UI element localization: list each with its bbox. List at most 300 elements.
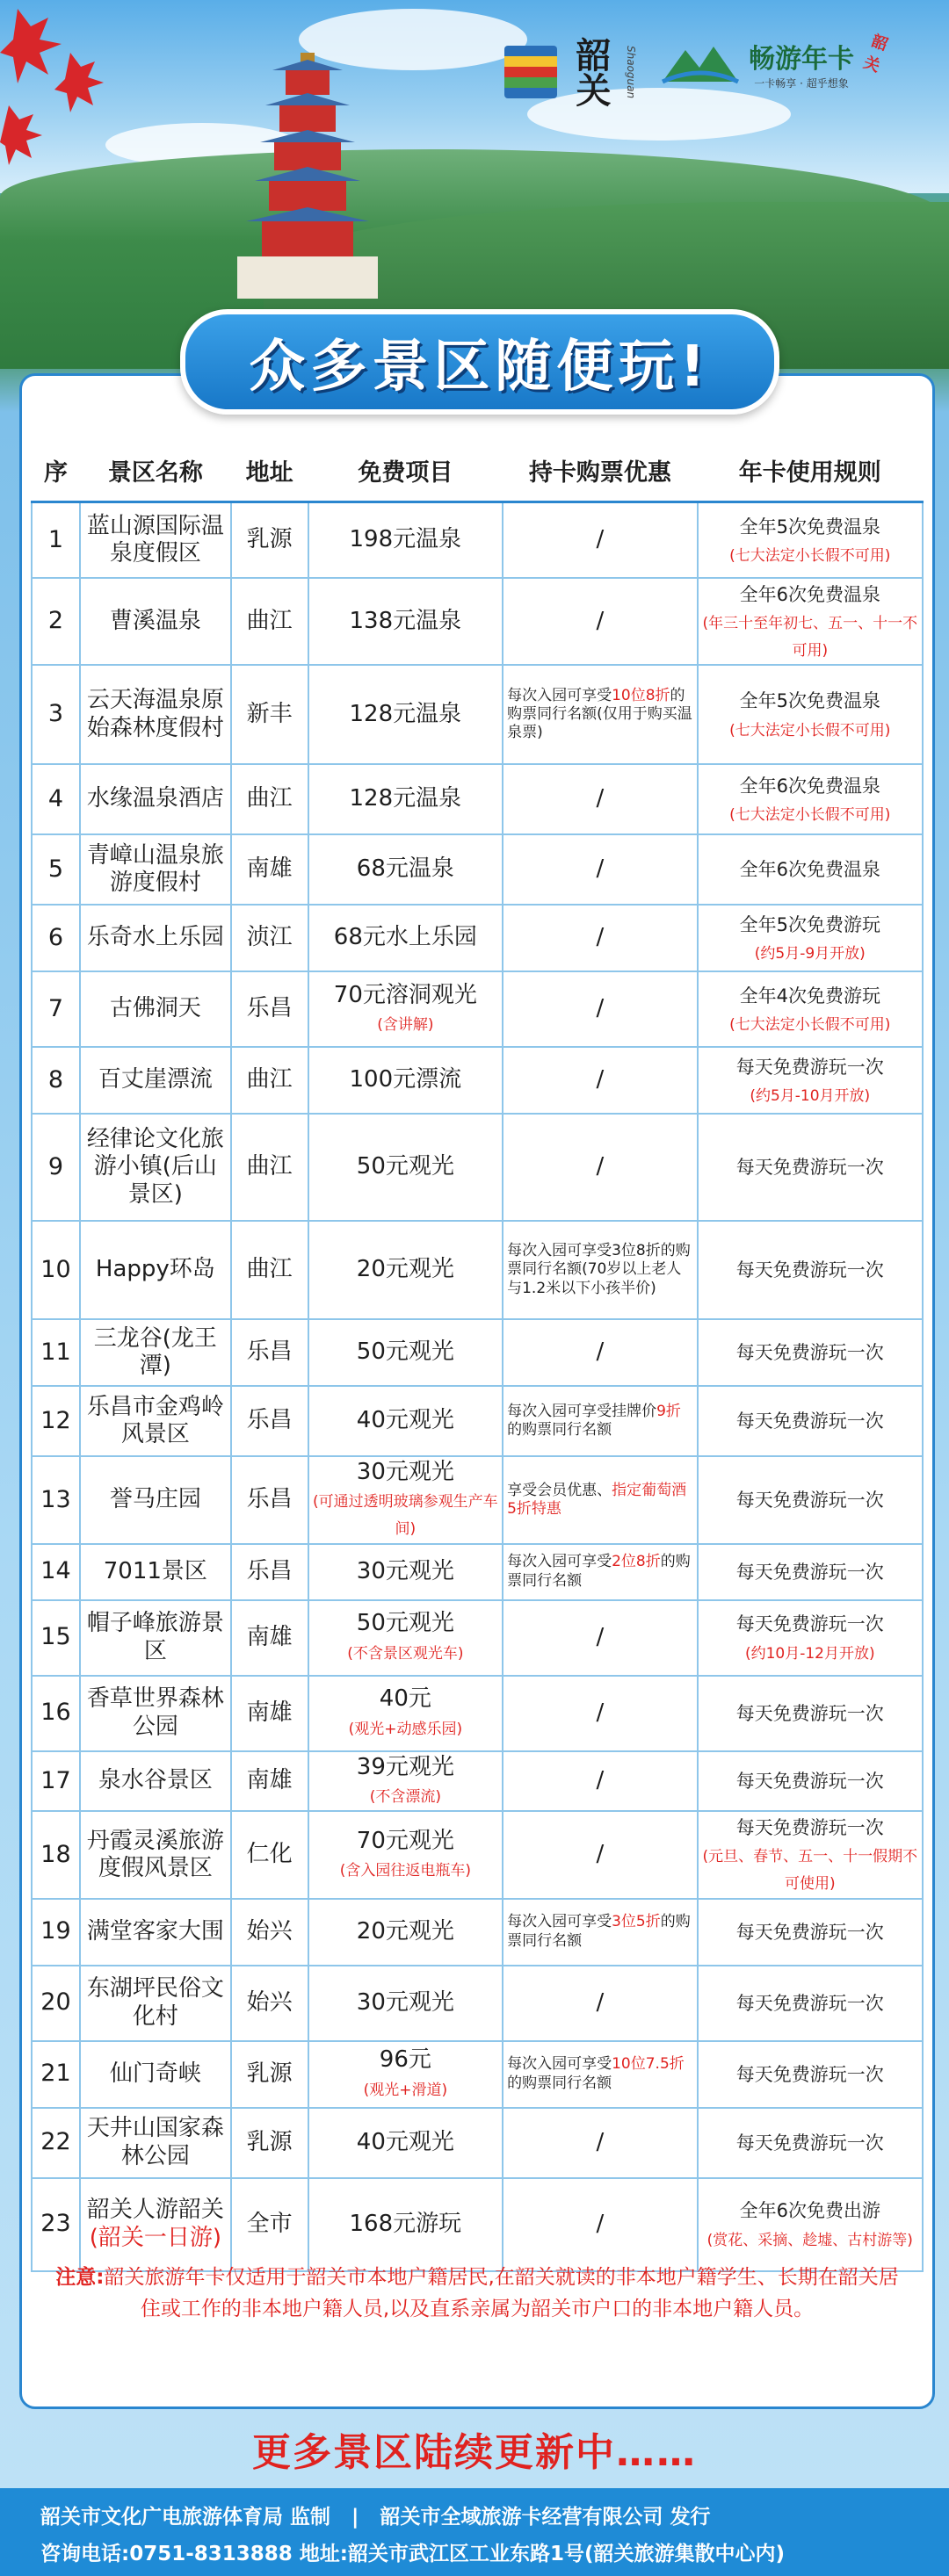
address-cell (231, 1544, 308, 1600)
discount-cell (503, 665, 697, 764)
table-row (32, 2178, 923, 2271)
attraction-address: 南雄 (246, 1624, 293, 1651)
attractions-table (31, 439, 924, 2272)
seq-cell (32, 1544, 80, 1600)
rule-text: 每天免费游玩一次 (735, 1056, 884, 1078)
address-cell (231, 2108, 308, 2178)
free-cell (308, 1751, 503, 1811)
free-item: 138元温泉 (349, 607, 462, 634)
attraction-name: 满堂客家大围 (86, 1917, 224, 1945)
rule-note: (七大法定小长假不可用) (729, 721, 891, 740)
row-seq: 20 (40, 1988, 71, 2017)
column-header: 年卡使用规则 (698, 439, 923, 502)
attraction-address: 南雄 (246, 855, 293, 883)
row-seq: 3 (47, 700, 64, 728)
discount-cell (503, 2178, 697, 2271)
rule-cell (698, 578, 923, 666)
discount-cell (503, 1899, 697, 1966)
discount-highlight: 9折 (656, 1402, 681, 1420)
attraction-name: 丹霞灵溪旅游度假风景区 (86, 1827, 224, 1881)
free-item: 128元温泉 (349, 700, 462, 727)
free-cell (308, 971, 503, 1047)
table-row (32, 834, 923, 905)
attraction-address: 曲江 (246, 1256, 293, 1283)
card-name: 畅游年卡 (749, 44, 854, 75)
rule-text: 每天免费游玩一次 (735, 1342, 884, 1364)
table-row (32, 665, 923, 764)
discount-cell (503, 1386, 697, 1456)
discount-cell (503, 2041, 697, 2108)
rule-cell (698, 1114, 923, 1221)
attraction-address: 始兴 (246, 1988, 293, 2016)
rule-text: 每天免费游玩一次 (735, 2132, 884, 2154)
discount-text: 每次入园可享受 (507, 686, 612, 704)
row-seq: 4 (47, 784, 64, 812)
free-cell (308, 1899, 503, 1966)
rule-cell (698, 1319, 923, 1386)
address-cell (231, 1899, 308, 1966)
free-item: 68元水上乐园 (333, 924, 477, 951)
discount-text: / (596, 2128, 605, 2155)
rule-text: 全年5次免费温泉 (739, 516, 880, 538)
name-cell (80, 1751, 231, 1811)
free-item: 40元观光 (356, 1407, 454, 1434)
discount-highlight: 2位8折 (612, 1553, 661, 1571)
rule-note: (约5月-9月开放) (754, 945, 866, 963)
seq-cell (32, 1676, 80, 1751)
attraction-address: 乐昌 (246, 1339, 293, 1366)
row-seq: 18 (40, 1840, 71, 1868)
discount-text: 享受会员优惠、 (507, 1481, 612, 1499)
attraction-address: 乳源 (246, 2060, 293, 2087)
rule-cell (698, 1811, 923, 1899)
address-cell (231, 1676, 308, 1751)
table-row (32, 971, 923, 1047)
address-cell (231, 1751, 308, 1811)
name-cell (80, 1600, 231, 1676)
table-row (32, 1676, 923, 1751)
discount-cell (503, 1811, 697, 1899)
name-cell (80, 2108, 231, 2178)
table-row (32, 1319, 923, 1386)
attraction-name: 云天海温泉原始森林度假村 (86, 687, 224, 741)
address-cell (231, 665, 308, 764)
name-cell (80, 1811, 231, 1899)
table-row (32, 1047, 923, 1114)
attraction-name: 三龙谷(龙王潭) (93, 1324, 217, 1380)
row-seq: 1 (47, 525, 64, 553)
rule-cell (698, 2041, 923, 2108)
discount-text: / (596, 1066, 605, 1093)
annual-card-logo (661, 32, 890, 90)
seq-cell (32, 1319, 80, 1386)
free-cell (308, 834, 503, 905)
discount-cell (503, 764, 697, 834)
discount-highlight: 10位8折 (612, 686, 670, 704)
row-seq: 8 (47, 1065, 64, 1093)
table-row (32, 1966, 923, 2041)
column-header: 免费项目 (308, 439, 503, 502)
discount-cell (503, 1751, 697, 1811)
attraction-name: 古佛洞天 (109, 995, 201, 1022)
discount-text: / (596, 526, 605, 553)
name-cell (80, 1966, 231, 2041)
attraction-name: Happy环岛 (95, 1256, 215, 1283)
discount-text: 每次入园可享受 (507, 1553, 612, 1571)
discount-text: / (596, 785, 605, 812)
attraction-name: 水缘温泉酒店 (86, 785, 224, 812)
free-cell (308, 1811, 503, 1899)
rule-cell (698, 764, 923, 834)
free-cell (308, 1047, 503, 1114)
attraction-address: 南雄 (246, 1699, 293, 1727)
rule-text: 每天免费游玩一次 (735, 1490, 884, 1512)
discount-text: / (596, 1624, 605, 1651)
seq-cell (32, 1456, 80, 1544)
row-seq: 13 (40, 1485, 71, 1513)
free-item-note: (不含景区观光车) (347, 1644, 464, 1663)
row-seq: 21 (40, 2060, 71, 2088)
name-cell (80, 2041, 231, 2108)
seq-cell (32, 1751, 80, 1811)
address-cell (231, 971, 308, 1047)
discount-cell (503, 905, 697, 971)
rule-text: 全年6次免费温泉 (739, 583, 880, 605)
free-cell (308, 665, 503, 764)
footer-issuer: 韶关市全域旅游卡经营有限公司 发行 (380, 2506, 711, 2529)
seq-cell (32, 905, 80, 971)
attraction-name: 仙门奇峡 (109, 2060, 201, 2087)
row-seq: 14 (40, 1557, 71, 1585)
rule-text: 每天免费游玩一次 (735, 1411, 884, 1432)
attraction-name: 7011景区 (103, 1558, 207, 1585)
table-row (32, 1899, 923, 1966)
table-header-row (32, 439, 923, 502)
address-cell (231, 2178, 308, 2271)
rule-text: 每天免费游玩一次 (735, 1259, 884, 1281)
rule-note: (七大法定小长假不可用) (729, 1016, 891, 1035)
free-item: 30元观光 (356, 1558, 454, 1585)
free-cell (308, 1966, 503, 2041)
footer-contact: 咨询电话:0751-8313888 地址:韶关市武江区工业东路1号(韶关旅游集散中心内) (40, 2543, 786, 2565)
free-item: 168元游玩 (349, 2210, 462, 2237)
name-cell (80, 971, 231, 1047)
rule-text: 每天免费游玩一次 (735, 1992, 884, 2014)
discount-text: / (596, 1988, 605, 2016)
free-cell (308, 905, 503, 971)
attraction-name: 乐奇水上乐园 (86, 924, 224, 951)
address-cell (231, 1811, 308, 1899)
attraction-name: 香草世界森林公园 (86, 1685, 224, 1740)
rule-cell (698, 834, 923, 905)
discount-text-tail: 的购票同行名额 (507, 1913, 691, 1950)
table-row (32, 1221, 923, 1319)
table-row (32, 1751, 923, 1811)
discount-text: 每次入园可享受3位8折的购票同行名额(70岁以上老人与1.2米以下小孩半价) (507, 1242, 691, 1297)
name-cell (80, 1899, 231, 1966)
attraction-name: 天井山国家森林公园 (86, 2115, 224, 2169)
discount-text: 每次入园可享受 (507, 1913, 612, 1931)
row-seq: 22 (40, 2128, 71, 2156)
seq-cell (32, 502, 80, 578)
discount-text-tail: 的购票同行名额 (507, 1421, 612, 1440)
row-seq: 5 (47, 855, 64, 883)
discount-cell (503, 1676, 697, 1751)
rule-text: 每天免费游玩一次 (735, 1817, 884, 1838)
rule-cell (698, 665, 923, 764)
free-item: 20元观光 (356, 1256, 454, 1283)
free-item-note: (不含漂流) (369, 1787, 441, 1806)
name-cell (80, 578, 231, 666)
discount-cell (503, 834, 697, 905)
row-seq: 9 (47, 1152, 64, 1180)
seq-cell (32, 1899, 80, 1966)
rule-cell (698, 1544, 923, 1600)
attraction-name: 韶关人游韶关 (86, 2197, 224, 2224)
maple-leaves-icon (0, 0, 141, 176)
name-cell (80, 905, 231, 971)
row-seq: 12 (40, 1406, 71, 1434)
free-cell (308, 1221, 503, 1319)
free-item: 100元漂流 (349, 1066, 462, 1093)
free-item: 50元观光 (356, 1610, 454, 1637)
card-slogan: 一卡畅享 · 超乎想象 (754, 77, 849, 90)
address-cell (231, 1600, 308, 1676)
name-cell (80, 1114, 231, 1221)
seq-cell (32, 2178, 80, 2271)
column-header: 持卡购票优惠 (503, 439, 697, 502)
attraction-name: 百丈崖漂流 (98, 1066, 213, 1093)
attraction-address: 曲江 (246, 785, 293, 812)
address-cell (231, 578, 308, 666)
table-row (32, 1600, 923, 1676)
free-item-note: (观光+滑道) (363, 2081, 448, 2099)
address-cell (231, 905, 308, 971)
discount-cell (503, 1319, 697, 1386)
discount-cell (503, 1114, 697, 1221)
page-title: 众多景区随便玩! (249, 335, 711, 400)
free-cell (308, 2108, 503, 2178)
rule-text: 每天免费游玩一次 (735, 1771, 884, 1793)
column-header: 地址 (231, 439, 308, 502)
attraction-address: 乐昌 (246, 1558, 293, 1585)
pagoda-icon (237, 53, 378, 299)
row-seq: 6 (47, 923, 64, 951)
discount-text: / (596, 995, 605, 1022)
rule-cell (698, 1221, 923, 1319)
free-cell (308, 2041, 503, 2108)
footer-separator: | (351, 2506, 359, 2529)
free-cell (308, 578, 503, 666)
seq-cell (32, 971, 80, 1047)
free-item-note: (含入园往返电瓶车) (339, 1861, 471, 1880)
free-cell (308, 1600, 503, 1676)
table-row (32, 502, 923, 578)
discount-cell (503, 1456, 697, 1544)
discount-text-tail: 的购票同行名额 (507, 2074, 612, 2092)
row-seq: 15 (40, 1623, 71, 1651)
brand-name: 韶关 (570, 37, 612, 107)
row-seq: 11 (40, 1338, 71, 1366)
free-item: 50元观光 (356, 1153, 454, 1180)
seq-cell (32, 1386, 80, 1456)
table-row (32, 1114, 923, 1221)
row-seq: 2 (47, 607, 64, 635)
address-cell (231, 1047, 308, 1114)
footer-supervisor: 韶关市文化广电旅游体育局 监制 (40, 2506, 331, 2529)
free-cell (308, 1676, 503, 1751)
table-row (32, 905, 923, 971)
discount-cell (503, 1544, 697, 1600)
discount-text: / (596, 1767, 605, 1794)
attraction-address: 曲江 (246, 607, 293, 634)
seq-cell (32, 1114, 80, 1221)
attraction-name: 誉马庄园 (109, 1486, 201, 1513)
free-item: 40元观光 (356, 2128, 454, 2155)
name-cell (80, 1456, 231, 1544)
address-cell (231, 1319, 308, 1386)
row-seq: 10 (40, 1255, 71, 1283)
rule-text: 每天免费游玩一次 (735, 2063, 884, 2085)
shaoguan-emblem-icon (504, 46, 557, 98)
discount-text: / (596, 1841, 605, 1868)
address-cell (231, 1966, 308, 2041)
rule-note: (赏花、采摘、趁墟、古村游等) (706, 2231, 913, 2249)
seq-cell (32, 764, 80, 834)
free-cell (308, 1114, 503, 1221)
attraction-name: 东湖坪民俗文化村 (86, 1975, 224, 2030)
name-cell (80, 1544, 231, 1600)
attraction-address: 南雄 (246, 1767, 293, 1794)
attraction-address: 全市 (246, 2210, 293, 2237)
discount-text: 每次入园可享受 (507, 2055, 612, 2074)
rule-text: 全年5次免费游玩 (739, 913, 880, 935)
discount-cell (503, 971, 697, 1047)
attraction-name: 帽子峰旅游景区 (86, 1610, 224, 1664)
address-cell (231, 1456, 308, 1544)
rule-cell (698, 1386, 923, 1456)
row-seq: 17 (40, 1766, 71, 1794)
name-cell (80, 1386, 231, 1456)
seq-cell (32, 1600, 80, 1676)
attraction-address: 乐昌 (246, 1486, 293, 1513)
rule-note: (七大法定小长假不可用) (729, 806, 891, 825)
attraction-address: 乳源 (246, 526, 293, 553)
seq-cell (32, 2108, 80, 2178)
discount-text: / (596, 607, 605, 634)
free-cell (308, 2178, 503, 2271)
attraction-address: 新丰 (246, 700, 293, 727)
free-item-note: (可通过透明玻璃参观生产车间) (313, 1493, 498, 1539)
free-item: 20元观光 (356, 1917, 454, 1945)
discount-text: 每次入园可享受挂牌价 (507, 1402, 657, 1420)
column-header: 序 (32, 439, 80, 502)
free-item: 68元温泉 (356, 855, 454, 883)
rule-note: (约5月-10月开放) (750, 1087, 871, 1106)
free-cell (308, 1386, 503, 1456)
table-row (32, 764, 923, 834)
mountain-logo-icon (661, 38, 740, 90)
table-row (32, 2108, 923, 2178)
rule-cell (698, 1600, 923, 1676)
free-cell (308, 764, 503, 834)
name-cell (80, 1221, 231, 1319)
address-cell (231, 1221, 308, 1319)
footer (0, 2488, 949, 2576)
rule-cell (698, 502, 923, 578)
address-cell (231, 1114, 308, 1221)
name-cell (80, 502, 231, 578)
attraction-address: 乐昌 (246, 995, 293, 1022)
rule-cell (698, 1899, 923, 1966)
name-cell (80, 834, 231, 905)
attraction-name: 乐昌市金鸡岭风景区 (86, 1393, 224, 1448)
discount-cell (503, 1047, 697, 1114)
discount-highlight: 3位5折 (612, 1913, 661, 1931)
discount-text: / (596, 1339, 605, 1366)
discount-cell (503, 1966, 697, 2041)
address-cell (231, 764, 308, 834)
attraction-address: 仁化 (246, 1841, 293, 1868)
note-label: 注意: (55, 2266, 105, 2289)
shaoguan-logo (504, 37, 637, 107)
table-row (32, 1811, 923, 1899)
attraction-address: 浈江 (246, 924, 293, 951)
footer-line-1 (40, 2500, 710, 2529)
free-cell (308, 1544, 503, 1600)
address-cell (231, 502, 308, 578)
rule-cell (698, 2108, 923, 2178)
brand-romanized: Shaoguan (625, 45, 637, 99)
row-seq: 7 (47, 994, 64, 1022)
discount-text: / (596, 1699, 605, 1727)
name-cell (80, 1319, 231, 1386)
rule-text: 每天免费游玩一次 (735, 1921, 884, 1943)
free-item: 128元温泉 (349, 785, 462, 812)
rule-note: (七大法定小长假不可用) (729, 546, 891, 565)
discount-text-tail: 的购票同行名额 (507, 1553, 691, 1590)
eligibility-note (48, 2262, 906, 2325)
name-cell (80, 764, 231, 834)
rule-text: 全年6次免费出游 (739, 2200, 880, 2222)
seq-cell (32, 1811, 80, 1899)
discount-text: / (596, 2210, 605, 2237)
attraction-name: 曹溪温泉 (109, 607, 201, 634)
rule-cell (698, 1966, 923, 2041)
row-seq: 19 (40, 1917, 71, 1945)
seq-cell (32, 665, 80, 764)
discount-cell (503, 2108, 697, 2178)
rule-cell (698, 1047, 923, 1114)
more-coming-text: 更多景区陆续更新中…… (252, 2430, 697, 2475)
attraction-address: 乐昌 (246, 1407, 293, 1434)
address-cell (231, 834, 308, 905)
discount-cell (503, 1600, 697, 1676)
attraction-address: 乳源 (246, 2128, 293, 2155)
discount-cell (503, 578, 697, 666)
attraction-address: 曲江 (246, 1066, 293, 1093)
rule-text: 全年6次免费温泉 (739, 859, 880, 881)
free-item: 40元 (379, 1685, 431, 1713)
address-cell (231, 2041, 308, 2108)
rule-cell (698, 1751, 923, 1811)
discount-highlight: 10位7.5折 (612, 2055, 685, 2074)
attraction-address: 始兴 (246, 1917, 293, 1945)
address-cell (231, 1386, 308, 1456)
name-cell (80, 1047, 231, 1114)
free-item-note: (观光+动感乐园) (348, 1720, 463, 1738)
rule-note: (年三十至年初七、五一、十一不可用) (702, 614, 918, 660)
